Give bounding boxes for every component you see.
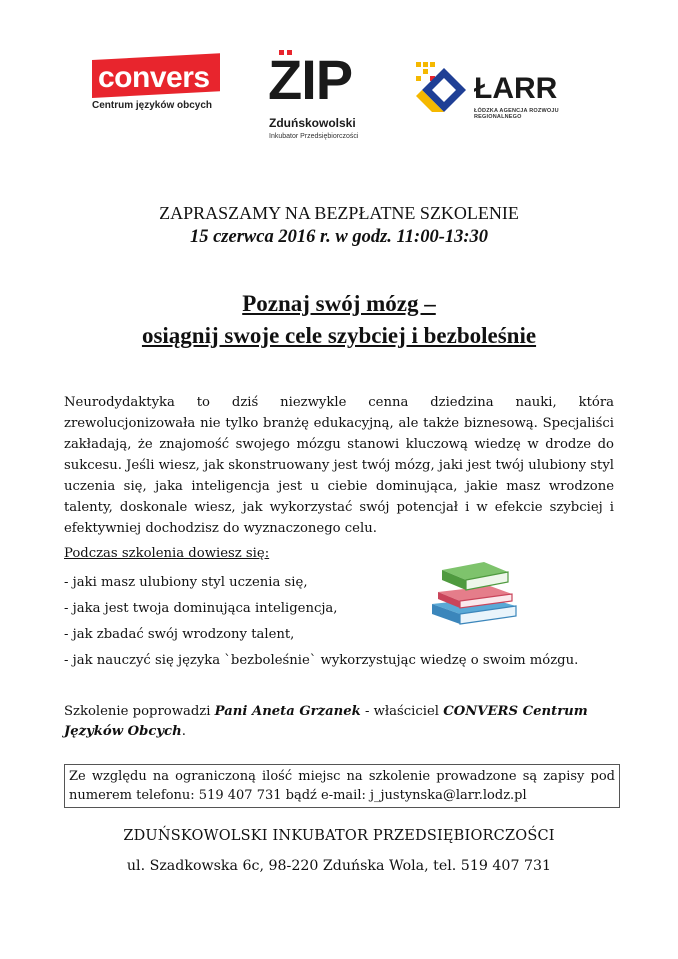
trainer-info [64,702,624,742]
larr-logo-subtitle: ŁÓDZKA AGENCJA ROZWOJU REGIONALNEGO [474,108,559,120]
convers-logo [92,60,222,120]
training-title-line-1: Poznaj swój mózg – [242,291,436,316]
larr-logo-word: ŁARR [474,72,558,105]
zip-logo-name: Zduńskowolski [269,116,356,130]
trainer-middle: - właściciel [360,704,444,719]
list-item: - jaka jest twoja dominująca inteligencja, [64,601,338,616]
footer-address: ul. Szadkowska 6c, 98-220 Zduńska Wola, tel. 519 407 731 [126,858,552,874]
list-item: - jak zbadać swój wrodzony talent, [64,627,295,642]
zip-logo [265,50,385,145]
larr-logo [414,60,604,120]
benefits-heading: Podczas szkolenia dowiesz się: [64,546,270,561]
convers-logo-word: convers [98,61,210,94]
trainer-prefix: Szkolenie poprowadzi [64,704,215,719]
convers-logo-subtitle: Centrum języków obcych [92,100,213,111]
intro-paragraph: Neurodydaktyka to dziś niezwykle cenna dziedzina nauki, która zrewolucjonizowała nie tylko branżę edukacyjną, ale także biznesową. Specjaliści zakładają, że znajomość swojego mózgu stanowi kluczową wiedzę w drodze do sukcesu. Jeśli wiesz, jak skonstruowany jest twój mózg, jaki jest twój ulubiony styl uczenia się, jaka inteligencja jest u ciebie dominująca, jakie masz wrodzone talenty, doskonale wiesz, jak wykorzystać swój potencjał i w efekcie szybciej i efektywniej dochodzisz do wyznaczonego celu. [64,395,614,536]
list-item: - jaki masz ulubiony styl uczenia się, [64,575,308,590]
books-stack-icon [428,552,520,628]
larr-cube-icon [414,60,470,116]
training-title [0,288,678,352]
trainer-name: Pani Aneta Grzanek [214,704,361,719]
trainer-company: CONVERS Centrum Języków Obcych [64,704,588,739]
training-title-line-2: osiągnij swoje cele szybciej i bezboleśnie [141,323,537,348]
list-item: - jak nauczyć się języka `bezboleśnie` wykorzystując wiedzę o swoim mózgu. [64,653,579,668]
registration-notice: Ze względu na ograniczoną ilość miejsc na szkolenie prowadzone są zapisy pod numerem telefonu: 519 407 731 bądź e-mail: j_justynska@larr.lodz.pl [64,764,620,808]
footer-organization: ZDUŃSKOWOLSKI INKUBATOR PRZEDSIĘBIORCZOŚCI [123,828,555,844]
zip-logo-subtitle: Inkubator Przedsiębiorczości [269,133,359,140]
zip-logo-word: ZIP [268,48,353,111]
trainer-suffix: . [181,724,186,739]
training-date: 15 czerwca 2016 r. w godz. 11:00-13:30 [189,227,489,247]
invitation-heading: ZAPRASZAMY NA BEZPŁATNE SZKOLENIE [159,203,519,223]
